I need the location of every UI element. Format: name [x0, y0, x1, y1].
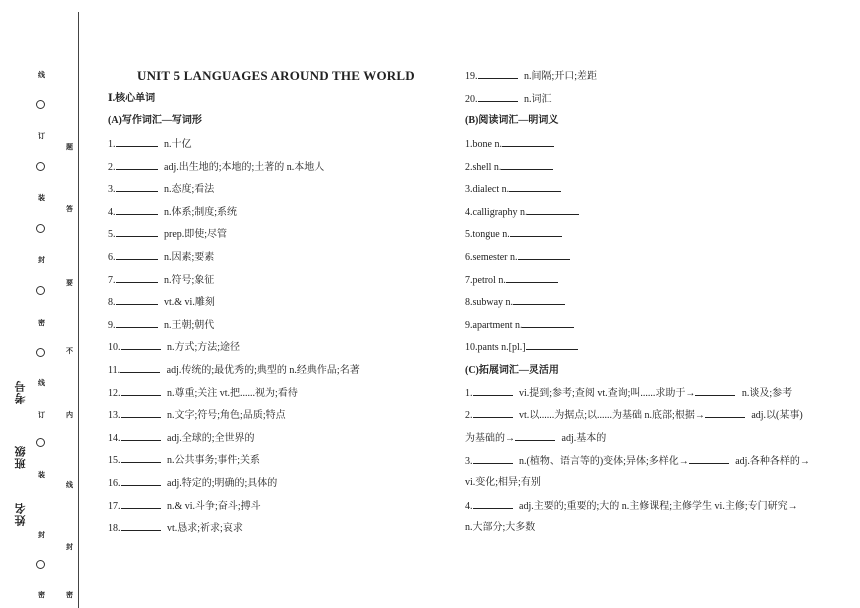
- exam-number-label: 考号: [15, 380, 27, 404]
- reading-item: [465, 340, 578, 355]
- answer-blank: [116, 160, 158, 170]
- binding-char: 线: [38, 71, 45, 79]
- item-number: 5.: [108, 229, 116, 241]
- answer-blank: [501, 160, 553, 170]
- vocab-item: [108, 431, 255, 446]
- binding-char: 线: [38, 379, 45, 387]
- vocab-item: [108, 453, 260, 468]
- answer-blank: [116, 250, 158, 260]
- vocab-item: [108, 250, 214, 265]
- answer-blank: [526, 340, 578, 350]
- answer-blank: [121, 521, 161, 531]
- answer-blank: [116, 205, 158, 215]
- vocab-item: [108, 295, 215, 310]
- item-text: adj.各种各样的→: [732, 456, 810, 467]
- item-word: 7.petrol n.: [465, 274, 506, 286]
- item-word: 9.apartment n.: [465, 319, 523, 331]
- answer-blank: [121, 431, 161, 441]
- answer-blank: [478, 92, 518, 102]
- answer-blank: [510, 227, 562, 237]
- answer-blank: [121, 340, 161, 350]
- binding-hole-icon: [36, 560, 45, 569]
- item-definition: prep.即使;尽管: [161, 229, 228, 241]
- item-definition: vt.& vi.雕刻: [161, 297, 215, 309]
- item-text: 3.: [465, 456, 473, 467]
- class-label: 班级: [15, 445, 27, 469]
- answer-blank: [473, 454, 513, 464]
- answer-blank: [121, 408, 161, 418]
- vocab-item: [108, 273, 214, 288]
- vocab-item: [108, 227, 227, 242]
- item-number: 3.: [108, 184, 116, 196]
- item-text: n.大部分;大多数: [465, 522, 536, 533]
- reading-item: [465, 227, 562, 242]
- vocab-item: [108, 386, 298, 401]
- item-number: 16.: [108, 478, 121, 489]
- answer-blank: [121, 476, 161, 486]
- item-number: 8.: [108, 297, 116, 309]
- binding-char: 封: [38, 256, 45, 264]
- answer-blank: [502, 137, 554, 147]
- item-text: 2.: [465, 410, 473, 421]
- item-number: 4.: [108, 206, 116, 218]
- part-b-heading: (B)阅读词汇—明词义: [465, 115, 559, 126]
- binding-hole-icon: [36, 348, 45, 357]
- item-text: 1.: [465, 388, 473, 399]
- answer-blank: [518, 250, 570, 260]
- reading-item: [465, 137, 554, 152]
- reading-item: [465, 182, 561, 197]
- item-text: adj.以(某事): [748, 410, 803, 421]
- reading-item: [465, 205, 579, 220]
- vocab-item: [108, 408, 286, 423]
- item-definition: n.王朝;朝代: [161, 319, 215, 331]
- item-number: 18.: [108, 523, 121, 535]
- item-word: 4.calligraphy n.: [465, 206, 528, 218]
- section-heading: Ⅰ.核心单词: [108, 93, 156, 104]
- answer-blank: [116, 182, 158, 192]
- vocab-item: [465, 69, 597, 84]
- item-definition: n.符号;象征: [161, 274, 215, 286]
- reading-item: [465, 295, 565, 310]
- reading-item: [465, 273, 558, 288]
- answer-blank: [689, 454, 729, 464]
- item-definition: adj.出生地的;本地的;土著的 n.本地人: [161, 161, 325, 173]
- binding-char: 密: [38, 591, 45, 599]
- vocab-item: [108, 521, 243, 536]
- item-text: vi.变化;相异;有别: [465, 477, 541, 488]
- binding-char: 密: [66, 591, 73, 599]
- answer-blank: [705, 408, 745, 418]
- answer-blank: [121, 499, 161, 509]
- item-definition: vt.恳求;祈求;哀求: [164, 523, 243, 535]
- binding-hole-icon: [36, 286, 45, 295]
- answer-blank: [515, 431, 555, 441]
- extension-item: [465, 521, 535, 535]
- answer-blank: [121, 453, 161, 463]
- binding-margin-line: [78, 12, 79, 608]
- extension-item: [465, 408, 803, 423]
- item-number: 19.: [465, 71, 478, 82]
- answer-blank: [478, 69, 518, 79]
- item-number: 1.: [108, 139, 116, 150]
- part-c-heading: (C)拓展词汇—灵活用: [465, 365, 559, 376]
- item-number: 15.: [108, 455, 121, 467]
- part-a-heading: (A)写作词汇—写词形: [108, 115, 202, 126]
- item-definition: adj.全球的;全世界的: [164, 432, 255, 444]
- vocab-item: [108, 363, 360, 378]
- reading-item: [465, 160, 553, 175]
- answer-blank: [116, 295, 158, 305]
- item-text: adj.主要的;重要的;大的 n.主修课程;主修学生 vi.主修;专门研究→: [516, 501, 798, 512]
- vocab-item: [108, 160, 324, 175]
- answer-blank: [116, 318, 158, 328]
- answer-blank: [506, 273, 558, 283]
- item-definition: n.文字;符号;角色;品质;特点: [164, 410, 286, 422]
- vocab-item: [108, 318, 214, 333]
- answer-blank: [513, 295, 565, 305]
- binding-char: 题: [66, 143, 73, 151]
- extension-item: [465, 476, 541, 490]
- item-definition: n.间隔;开口;差距: [521, 71, 598, 82]
- item-word: 6.semester n.: [465, 252, 518, 263]
- binding-char: 密: [38, 319, 45, 327]
- extension-item: [465, 499, 798, 514]
- answer-blank: [509, 182, 561, 192]
- binding-hole-icon: [36, 100, 45, 109]
- vocab-item: [108, 137, 192, 152]
- answer-blank: [695, 386, 735, 396]
- binding-char: 封: [66, 543, 73, 551]
- answer-blank: [473, 499, 513, 509]
- answer-blank: [121, 386, 161, 396]
- vocab-item: [108, 340, 240, 355]
- item-number: 12.: [108, 387, 121, 399]
- name-label: 姓名: [15, 502, 27, 526]
- extension-item: [465, 431, 606, 446]
- item-number: 11.: [108, 365, 121, 376]
- vocab-item: [108, 182, 214, 197]
- item-number: 14.: [108, 432, 121, 444]
- answer-blank: [473, 386, 513, 396]
- item-text: n.谈及;参考: [739, 388, 793, 399]
- item-definition: n.体系;制度;系统: [161, 206, 238, 218]
- vocab-item: [108, 476, 277, 491]
- item-definition: adj.传统的;最优秀的;典型的 n.经典作品;名著: [164, 365, 360, 376]
- item-word: 8.subway n.: [465, 297, 514, 309]
- binding-char: 装: [38, 194, 45, 202]
- item-word: 2.shell n.: [465, 161, 502, 173]
- item-word: 5.tongue n.: [465, 229, 510, 241]
- answer-blank: [473, 408, 513, 418]
- answer-blank: [116, 273, 158, 283]
- binding-char: 封: [38, 531, 45, 539]
- item-text: adj.基本的: [559, 433, 607, 444]
- item-text: n.(植物、语言等的)变体;异体;多样化→: [516, 456, 689, 467]
- item-definition: adj.特定的;明确的;具体的: [164, 478, 278, 489]
- item-word: 10.pants n.[pl.]: [465, 342, 526, 354]
- binding-char: 订: [38, 411, 45, 419]
- binding-char: 装: [38, 471, 45, 479]
- extension-item: [465, 386, 792, 401]
- item-text: vi.提到;参考;查阅 vt.查询;叫......求助于→: [516, 388, 696, 399]
- item-number: 6.: [108, 252, 116, 263]
- item-definition: n.方式;方法;途径: [164, 342, 241, 354]
- answer-blank: [116, 227, 158, 237]
- binding-char: 不: [66, 347, 73, 355]
- binding-hole-icon: [36, 438, 45, 447]
- item-text: 4.: [465, 501, 473, 512]
- item-number: 20.: [465, 94, 478, 105]
- vocab-item: [108, 499, 261, 514]
- binding-hole-icon: [36, 162, 45, 171]
- vocab-item: [465, 92, 552, 107]
- vocab-item: [108, 205, 237, 220]
- item-definition: n.十亿: [161, 139, 192, 150]
- item-number: 10.: [108, 342, 121, 354]
- page-title: UNIT 5 LANGUAGES AROUND THE WORLD: [137, 68, 415, 83]
- binding-hole-icon: [36, 224, 45, 233]
- binding-char: 订: [38, 132, 45, 140]
- extension-item: [465, 454, 810, 469]
- item-definition: n.词汇: [521, 94, 552, 105]
- binding-char: 要: [66, 279, 73, 287]
- reading-item: [465, 318, 574, 333]
- answer-blank: [120, 363, 160, 373]
- binding-char: 线: [66, 481, 73, 489]
- item-number: 13.: [108, 410, 121, 422]
- item-definition: n.态度;看法: [161, 184, 215, 196]
- item-number: 2.: [108, 161, 116, 173]
- item-text: vt.以......为据点;以......为基础 n.底部;根据→: [516, 410, 705, 421]
- binding-char: 答: [66, 205, 73, 213]
- answer-blank: [116, 137, 158, 147]
- item-word: 3.dialect n.: [465, 184, 510, 196]
- item-number: 7.: [108, 274, 116, 286]
- item-definition: n.尊重;关注 vt.把......视为;看待: [164, 387, 298, 399]
- item-number: 17.: [108, 500, 121, 512]
- item-number: 9.: [108, 319, 116, 331]
- item-definition: n.因素;要素: [161, 252, 215, 263]
- item-word: 1.bone n.: [465, 139, 502, 150]
- answer-blank: [527, 205, 579, 215]
- binding-char: 内: [66, 411, 73, 419]
- item-definition: n.公共事务;事件;关系: [164, 455, 261, 467]
- answer-blank: [522, 318, 574, 328]
- reading-item: [465, 250, 570, 265]
- item-text: 为基础的→: [465, 433, 515, 444]
- item-definition: n.& vi.斗争;奋斗;搏斗: [164, 500, 261, 512]
